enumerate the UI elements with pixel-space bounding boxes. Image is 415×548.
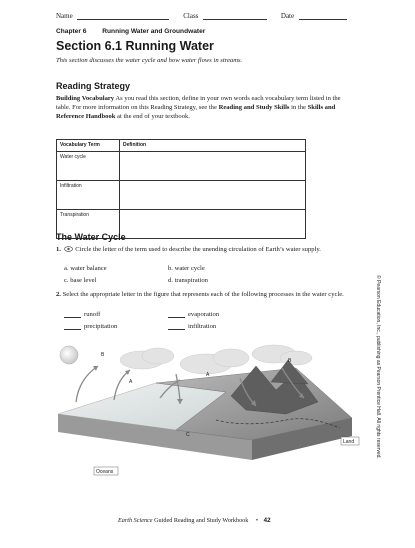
class-line bbox=[203, 19, 267, 20]
figure-letter-b: B bbox=[101, 352, 105, 358]
vocab-term-header: Vocabulary Term bbox=[57, 140, 120, 152]
footer-book-rest: Guided Reading and Study Workbook bbox=[152, 517, 249, 524]
oceans-label: Oceans bbox=[96, 469, 114, 475]
answer-blank[interactable] bbox=[168, 329, 185, 330]
figure-letter-a: A bbox=[129, 379, 133, 385]
footer-bullet: • bbox=[255, 517, 259, 524]
q2-item-label: precipitation bbox=[84, 323, 118, 330]
vocab-header-row bbox=[57, 140, 306, 152]
q1-option-d[interactable]: d. transpiration bbox=[168, 277, 208, 284]
page-footer bbox=[118, 517, 271, 524]
q1-option-c[interactable]: c. base level bbox=[64, 277, 97, 284]
date-label: Date bbox=[280, 12, 295, 20]
strategy-text-1: As you read this section, define in your own words each vocabulary term listed in the table. For more information on this Reading Strategy, see the bbox=[56, 95, 341, 111]
chapter-number: Chapter 6 bbox=[56, 28, 87, 35]
q2-number: 2. bbox=[56, 291, 61, 298]
chapter-title: Running Water and Groundwater bbox=[102, 28, 206, 35]
reading-checkpoint-icon bbox=[64, 246, 73, 252]
q2-text: Select the appropriate letter in the figure that represents each of the following processes in the water cycle. bbox=[62, 291, 344, 298]
section-subtitle: This section discusses the water cycle and how water flows in streams. bbox=[56, 57, 243, 64]
copyright-notice: © Pearson Education, Inc., publishing as Pearson Prentice Hall. All rights reserved. bbox=[375, 275, 381, 459]
strategy-bold-1: Reading and Study Skills bbox=[218, 104, 290, 111]
name-class-date-header bbox=[56, 12, 347, 20]
q2-item-label: runoff bbox=[84, 311, 101, 318]
q2-item-label: evaporation bbox=[188, 311, 220, 318]
q2-item-runoff bbox=[64, 311, 100, 318]
class-label: Class bbox=[183, 12, 199, 20]
water-cycle-figure bbox=[56, 338, 366, 486]
figure-letter-b: B bbox=[288, 358, 292, 364]
strategy-text-3: at the end of your textbook. bbox=[115, 113, 190, 120]
chapter-heading bbox=[56, 28, 205, 35]
sun-icon bbox=[60, 346, 78, 364]
reading-strategy-paragraph bbox=[56, 94, 356, 121]
q2-item-precipitation bbox=[64, 323, 117, 330]
q1-number: 1. bbox=[56, 246, 61, 253]
water-cycle-heading: The Water Cycle bbox=[56, 232, 126, 242]
vocabulary-table bbox=[56, 139, 306, 239]
vocab-definition-cell[interactable] bbox=[120, 152, 306, 181]
vocab-term: Water cycle bbox=[57, 152, 120, 181]
vocab-term: Infiltration bbox=[57, 181, 120, 210]
table-row bbox=[57, 181, 306, 210]
name-label: Name bbox=[56, 12, 73, 20]
q2-item-evaporation bbox=[168, 311, 219, 318]
vocab-definition-cell[interactable] bbox=[120, 181, 306, 210]
q1-option-b[interactable]: b. water cycle bbox=[168, 265, 205, 272]
q2-item-infiltration bbox=[168, 323, 216, 330]
footer-book-title: Earth Science bbox=[118, 517, 153, 524]
strategy-bold-2: Skills and Reference Handbook bbox=[56, 104, 336, 120]
date-line bbox=[299, 19, 347, 20]
vocab-definition-header: Definition bbox=[120, 140, 306, 152]
table-row bbox=[57, 152, 306, 181]
answer-blank[interactable] bbox=[168, 317, 185, 318]
vocab-term: Transpiration bbox=[57, 210, 120, 239]
answer-blank[interactable] bbox=[64, 329, 81, 330]
figure-letter-c: C bbox=[186, 432, 190, 438]
land-label: Land bbox=[343, 439, 355, 445]
question-1 bbox=[56, 245, 356, 254]
question-2 bbox=[56, 290, 356, 299]
q1-text: Circle the letter of the term used to describe the unending circulation of Earth’s water supply. bbox=[75, 246, 321, 253]
name-line bbox=[77, 19, 169, 20]
q2-item-label: infiltration bbox=[188, 323, 217, 330]
section-title: Section 6.1 Running Water bbox=[56, 39, 214, 53]
vocab-definition-cell[interactable] bbox=[120, 210, 306, 239]
answer-blank[interactable] bbox=[64, 317, 81, 318]
reading-strategy-heading: Reading Strategy bbox=[56, 81, 131, 91]
strategy-text-2: in the bbox=[289, 104, 308, 111]
figure-letter-a: A bbox=[206, 372, 210, 378]
strategy-lead: Building Vocabulary bbox=[56, 95, 115, 102]
page-number: 42 bbox=[263, 517, 271, 524]
q1-option-a[interactable]: a. water balance bbox=[64, 265, 107, 272]
